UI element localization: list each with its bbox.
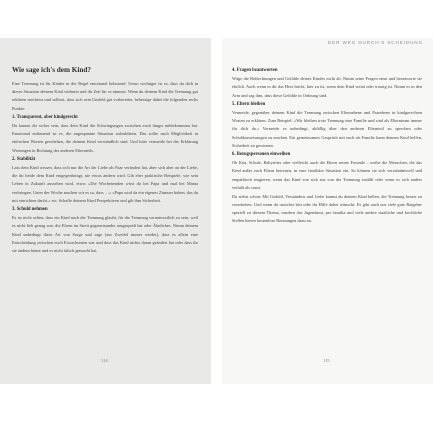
section-1-text: Du kannst dir sicher sein, dass dein Kind die Schwingungen zwischen euch längst mitbekommen hat. Emotional entlastend ist es, die angespannte Situation aufzuklären. Das sollte nach Möglichkeit in einfachen Worten geschehen, die deinem Kind verständlich sind. Und bitte vermeide bei der Erklärung Wertungen in Richtung des anderen Elternteils. [12,123,198,153]
section-1-heading: 1. Transparent, aber kindgerecht [12,114,78,120]
section-6-text: Ob Kita, Schule, Babysitter oder vielleicht auch die Eltern seiner Freunde – weihe die Menschen, die das Kind außer euch Eltern betreuen, in eure familiäre Situation ein. So können sie sich verständnisvoll und empathisch reagieren, wenn das Kind von sich aus von der Trennung erzählt oder wenn es sich anders verhält als sonst. [232,160,422,190]
right-column [232,66,422,226]
section-4-text: Wäge die Befürchtungen und Gefühle deines Kindes nicht ab. Nimm seine Fragen ernst und beantworte sie ehrlich. Auch wenn es dir das Herz bricht, hier zu ist, wenn dein Kind weint oder traurig ist. Nimm es in den Arm und sag ihm, dass diese Gefühle in Ordnung sind. [232,76,422,98]
section-2-text: Lass dein Kind wissen, dass sich nur die Art der Liebe als Paar verändert hat, aber sich aber an der Liebe, die ihr beide dem Kind entgegenbringt, nie etwas ändern wird. Gib eher praktische Beispiele, wie sein Leben in Zukunft aussehen wird, etwa: »Die Wochenenden wirst du bei Papa und mal bei Mama verbringen. Unter der Woche machen wir es so, dass …« »Papa wird da ein eigenes Zimmer haben, das du mit einrichten darfst.« etc. Schaffe deinem Kind Perspektiven und gib ihm Sicherheit. [12,165,198,203]
section-2-heading: 2. Stabilität [12,156,36,162]
section-5-heading: 5. Eltern bleiben [232,101,266,107]
section-4-heading: 4. Fragen beantworten [232,68,278,73]
closing-paragraph: Du siehst schon: Mit Geduld, Verständnis und Liebe kannst du deinem Kind helfen, die Trennung besser zu verarbeiten. Und wenn du unsicher bist oder ihr Hilfe dabei wünscht: Es gibt auch nur viele gute Ratgeber speziell zu diesem Thema, sondern das Jugendamt, pro familia und viele andere staatliche und kirchliche Stellen bieten kostenlose Beratungen dazu an. [232,193,422,224]
intro-paragraph: Eine Trennung ist für Kinder in der Regel emotional belastend. Umso wichtiger ist es, dass du dich in dieser Situation deinem Kind widmest und dir Zeit für es nimmst. Wenn du deinem Kind die Trennung gut erklären möchtest und solltest, dass sich sein Umfeld gut vorbereitet, beherzige dabei die folgenden sechs Punkte: [12,81,198,111]
section-6-heading: 6. Bezugspersonen einweihen [232,152,291,158]
box-title: Wie sage ich's dem Kind? [12,66,91,74]
running-head: DER WEG DURCH'S SCHEIDUNG [327,40,423,45]
left-column [12,80,198,256]
section-3-text: Es ist nicht selten, dass ein Kind nach der Trennung glaubt, für die Trennung verantwortlich zu sein, weil es nicht lieb genug war, die Eltern im Streit gegeneinander ausgespielt hat oder Ähnliches. Nimm deinem Kind unbedingt diese Art von Sorge und sage (zur Zweifel immer wieder), dass es allein eine Entscheidung zwischen euch Erwachsenen war und dass das Kind nichts daran geändert hat oder dass ihr sie ändern könnt und es nicht falsch gemacht hat. [12,215,198,254]
page-number-left: 114 [101,358,108,363]
section-3-heading: 3. Schuld nehmen [12,207,48,213]
section-5-text: Vermeide, gegenüber deinem Kind die Trennung zwischen Elternebene und Paarebene in kindgerechten Worten zu erklären. Zum Beispiel: »Wir bleiben trotz Trennung eine Familie und sind als Elternteam immer für dich da.« Vermeide es unbedingt, abfällig über den anderen Elternteil zu sprechen oder Schuldzuweisungen zu machen. Ein gemeinsames Gespräch mit euch als Familie kann deinem Kind helfen, Sicherheit zu gewinnen. [232,110,422,148]
page-gutter [211,38,222,384]
page-number-right: 115 [323,358,330,363]
